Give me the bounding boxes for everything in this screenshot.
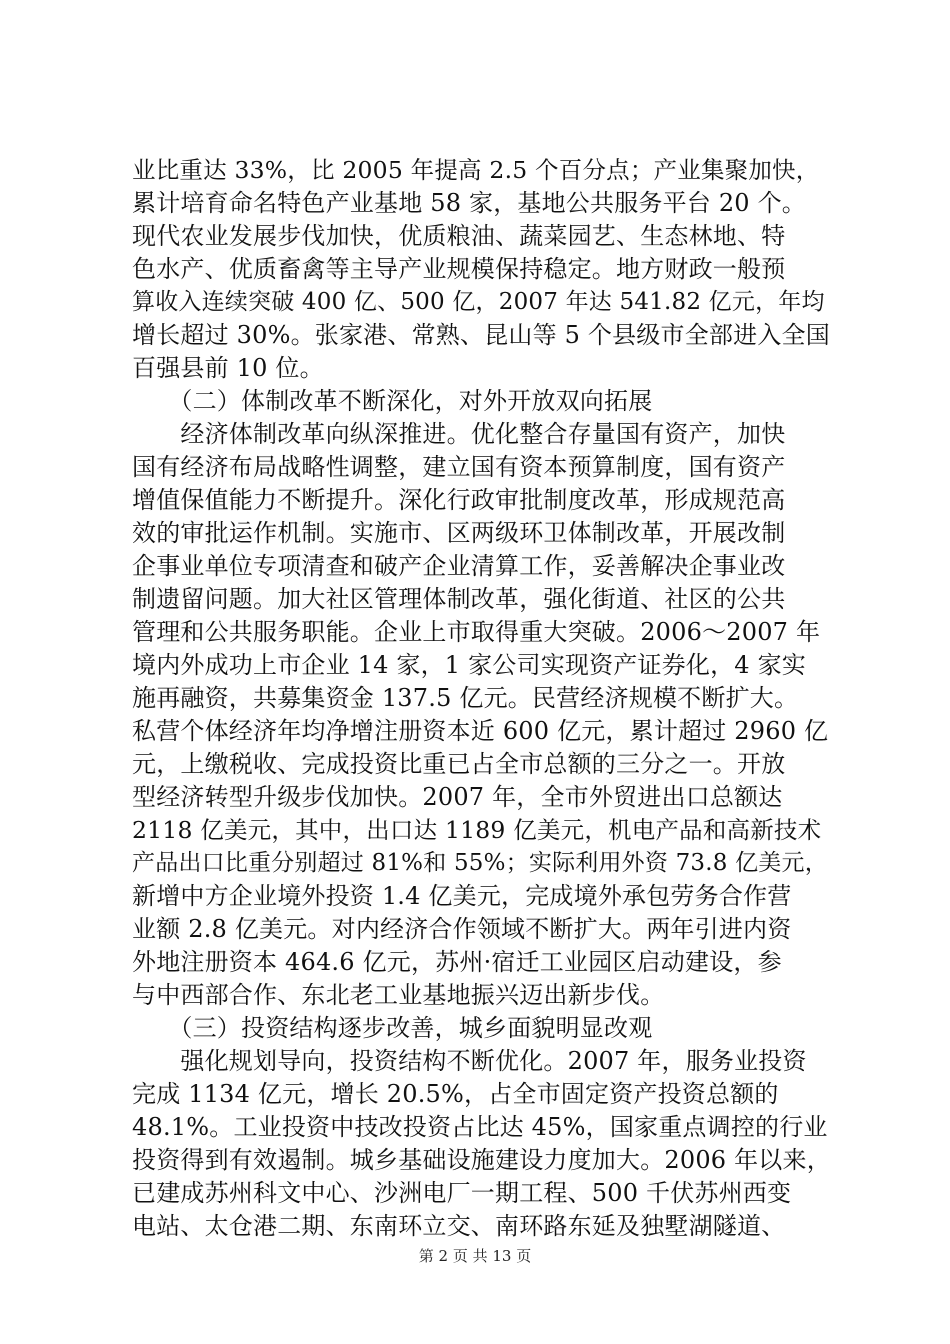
page-footer: 第 2 页 共 13 页 xyxy=(418,1247,532,1265)
text-line: 强化规划导向，投资结构不断优化。2007 年，服务业投资 xyxy=(132,1047,807,1075)
text-line: 效的审批运作机制。实施市、区两级环卫体制改革，开展改制 xyxy=(132,519,786,547)
text-line: 算收入连续突破 400 亿、500 亿，2007 年达 541.82 亿元，年均 xyxy=(132,289,825,315)
text-line: 2118 亿美元，其中，出口达 1189 亿美元，机电产品和高新技术 xyxy=(132,816,822,844)
text-line: 与中西部合作、东北老工业基地振兴迈出新步伐。 xyxy=(132,981,665,1009)
text-line: （三）投资结构逐步改善，城乡面貌明显改观 xyxy=(132,1014,653,1042)
text-line: 累计培育命名特色产业基地 58 家，基地公共服务平台 20 个。 xyxy=(132,189,806,217)
text-line: 业比重达 33%，比 2005 年提高 2.5 个百分点；产业集聚加快， xyxy=(132,156,820,184)
text-line: 施再融资，共募集资金 137.5 亿元。民营经济规模不断扩大。 xyxy=(132,684,799,712)
text-line: 业额 2.8 亿美元。对内经济合作领域不断扩大。两年引进内资 xyxy=(132,915,792,943)
text-line: 制遗留问题。加大社区管理体制改革，强化街道、社区的公共 xyxy=(132,585,786,613)
text-line: 元，上缴税收、完成投资比重已占全市总额的三分之一。开放 xyxy=(132,750,786,778)
text-line: 私营个体经济年均净增注册资本近 600 亿元，累计超过 2960 亿 xyxy=(132,717,829,745)
text-line: 电站、太仓港二期、东南环立交、南环路东延及独墅湖隧道、 xyxy=(132,1212,786,1240)
text-line: 增值保值能力不断提升。深化行政审批制度改革，形成规范高 xyxy=(132,486,786,514)
body-text xyxy=(132,154,832,1243)
text-line: 增长超过 30%。张家港、常熟、昆山等 5 个县级市全部进入全国 xyxy=(132,321,830,349)
text-line: 经济体制改革向纵深推进。优化整合存量国有资产，加快 xyxy=(132,420,786,448)
text-line: 现代农业发展步伐加快，优质粮油、蔬菜园艺、生态林地、特 xyxy=(132,222,786,250)
text-line: 48.1%。工业投资中技改投资占比达 45%，国家重点调控的行业 xyxy=(132,1113,828,1141)
text-line: 百强县前 10 位。 xyxy=(132,354,324,382)
text-line: 新增中方企业境外投资 1.4 亿美元，完成境外承包劳务合作营 xyxy=(132,882,792,910)
text-line: 管理和公共服务职能。企业上市取得重大突破。2006～2007 年 xyxy=(132,618,821,646)
text-line: （二）体制改革不断深化，对外开放双向拓展 xyxy=(132,387,653,415)
text-line: 产品出口比重分别超过 81%和 55%；实际利用外资 73.8 亿美元， xyxy=(132,850,828,876)
text-line: 已建成苏州科文中心、沙洲电厂一期工程、500 千伏苏州西变 xyxy=(132,1179,792,1207)
text-line: 企事业单位专项清查和破产企业清算工作，妥善解决企事业改 xyxy=(132,552,786,580)
text-line: 境内外成功上市企业 14 家，1 家公司实现资产证券化，4 家实 xyxy=(132,651,806,679)
text-line: 型经济转型升级步伐加快。2007 年，全市外贸进出口总额达 xyxy=(132,783,783,811)
text-line: 外地注册资本 464.6 亿元，苏州·宿迁工业园区启动建设，参 xyxy=(132,948,782,976)
text-line: 色水产、优质畜禽等主导产业规模保持稳定。地方财政一般预 xyxy=(132,255,786,283)
text-line: 完成 1134 亿元，增长 20.5%，占全市固定资产投资总额的 xyxy=(132,1080,779,1108)
text-line: 国有经济布局战略性调整，建立国有资本预算制度，国有资产 xyxy=(132,453,786,481)
text-line: 投资得到有效遏制。城乡基础设施建设力度加大。2006 年以来， xyxy=(132,1146,831,1174)
